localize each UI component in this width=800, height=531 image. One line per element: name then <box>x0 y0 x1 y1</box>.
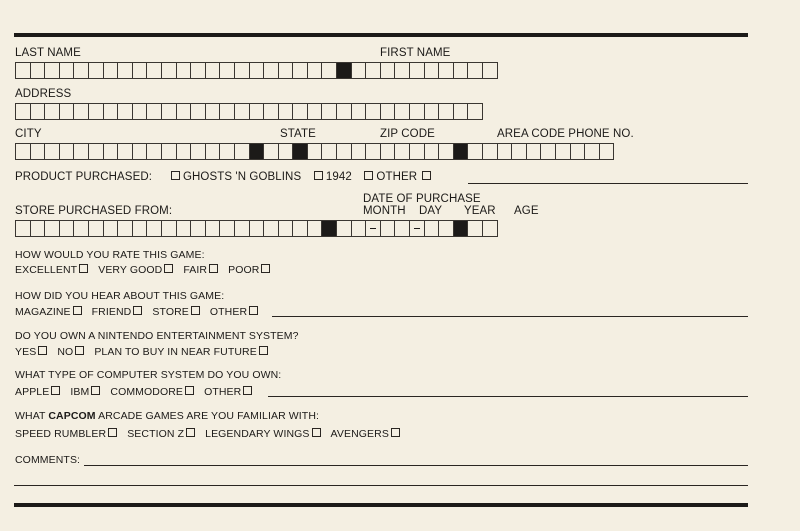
date-of-purchase-label: DATE OF PURCHASE <box>363 193 481 205</box>
letter-box[interactable] <box>394 143 410 160</box>
product-option-1942[interactable]: 1942 <box>312 171 352 184</box>
letter-box[interactable] <box>219 220 235 237</box>
letter-box[interactable] <box>555 143 571 160</box>
letter-box[interactable] <box>438 220 454 237</box>
letter-box[interactable] <box>424 220 440 237</box>
letter-box[interactable] <box>146 143 162 160</box>
rate-question: HOW WOULD YOU RATE THIS GAME: <box>15 249 205 261</box>
store-label: STORE PURCHASED FROM: <box>15 205 173 217</box>
checkbox[interactable] <box>259 346 268 355</box>
separator-box <box>336 62 352 79</box>
separator-box <box>292 143 308 160</box>
letter-box[interactable] <box>336 220 352 237</box>
letter-box[interactable] <box>132 143 148 160</box>
product-other-line[interactable] <box>468 183 748 184</box>
year-label: YEAR <box>464 205 496 217</box>
letter-box[interactable] <box>249 62 265 79</box>
checkbox[interactable] <box>422 171 431 180</box>
checkbox[interactable] <box>186 428 195 437</box>
letter-box[interactable] <box>117 143 133 160</box>
city-state-zip-phone-boxes[interactable] <box>15 143 614 160</box>
checkbox[interactable] <box>314 171 323 180</box>
computer-option-apple[interactable]: APPLE <box>15 386 60 399</box>
hear-question: HOW DID YOU HEAR ABOUT THIS GAME: <box>15 290 225 302</box>
letter-box[interactable] <box>467 143 483 160</box>
letter-box[interactable] <box>278 103 294 120</box>
arcade-options <box>15 428 407 441</box>
letter-box[interactable] <box>73 143 89 160</box>
letter-box[interactable] <box>132 62 148 79</box>
day-label: DAY <box>419 205 443 217</box>
checkbox[interactable] <box>261 264 270 273</box>
letter-box[interactable] <box>205 103 221 120</box>
letter-box[interactable] <box>190 103 206 120</box>
letter-box[interactable] <box>263 220 279 237</box>
checkbox[interactable] <box>164 264 173 273</box>
letter-box[interactable] <box>219 143 235 160</box>
rate-option-excellent[interactable]: EXCELLENT <box>15 264 88 277</box>
letter-box[interactable] <box>263 103 279 120</box>
letter-box[interactable] <box>380 103 396 120</box>
letter-box[interactable] <box>176 220 192 237</box>
checkbox[interactable] <box>79 264 88 273</box>
letter-box[interactable] <box>278 143 294 160</box>
letter-box[interactable] <box>570 143 586 160</box>
letter-box[interactable] <box>103 143 119 160</box>
letter-box[interactable] <box>176 62 192 79</box>
arcade-question: WHAT CAPCOM ARCADE GAMES ARE YOU FAMILIAR WITH: <box>15 410 320 422</box>
checkbox[interactable] <box>73 306 82 315</box>
letter-box[interactable] <box>321 103 337 120</box>
capcom-brand: CAPCOM <box>48 410 96 422</box>
comments-label: COMMENTS: <box>15 454 81 466</box>
computer-option-other[interactable]: OTHER <box>204 386 252 399</box>
letter-box[interactable] <box>467 62 483 79</box>
letter-box[interactable] <box>540 143 556 160</box>
letter-box[interactable] <box>453 103 469 120</box>
letter-box[interactable] <box>249 103 265 120</box>
computer-option-ibm[interactable]: IBM <box>70 386 100 399</box>
product-question <box>15 171 438 184</box>
letter-box[interactable] <box>263 62 279 79</box>
nes-question: DO YOU OWN A NINTENDO ENTERTAINMENT SYSTEM? <box>15 330 299 342</box>
letter-box[interactable] <box>88 103 104 120</box>
arcade-option-legendary-wings[interactable]: LEGENDARY WINGS <box>205 428 320 441</box>
letter-box[interactable] <box>117 220 133 237</box>
letter-box[interactable] <box>176 103 192 120</box>
checkbox[interactable] <box>364 171 373 180</box>
letter-box[interactable] <box>132 220 148 237</box>
checkbox[interactable] <box>38 346 47 355</box>
letter-box[interactable] <box>307 103 323 120</box>
letter-box[interactable] <box>205 143 221 160</box>
separator-box <box>321 220 337 237</box>
checkbox[interactable] <box>185 386 194 395</box>
letter-box[interactable] <box>117 103 133 120</box>
computer-question: WHAT TYPE OF COMPUTER SYSTEM DO YOU OWN: <box>15 369 282 381</box>
address-boxes[interactable] <box>15 103 483 120</box>
letter-box[interactable] <box>409 143 425 160</box>
letter-box[interactable] <box>292 62 308 79</box>
checkbox[interactable] <box>243 386 252 395</box>
checkbox[interactable] <box>249 306 258 315</box>
checkbox[interactable] <box>91 386 100 395</box>
nes-option-plan[interactable]: PLAN TO BUY IN NEAR FUTURE <box>94 346 267 359</box>
computer-option-commodore[interactable]: COMMODORE <box>110 386 194 399</box>
letter-box[interactable] <box>117 62 133 79</box>
letter-box[interactable] <box>234 62 250 79</box>
letter-box[interactable] <box>59 103 75 120</box>
checkbox[interactable] <box>171 171 180 180</box>
letter-box[interactable] <box>307 143 323 160</box>
letter-box[interactable] <box>526 143 542 160</box>
letter-box[interactable] <box>292 220 308 237</box>
letter-box[interactable] <box>205 220 221 237</box>
letter-box[interactable] <box>307 62 323 79</box>
address-label: ADDRESS <box>15 88 72 100</box>
store-date-age-boxes[interactable] <box>15 220 498 237</box>
letter-box[interactable] <box>146 103 162 120</box>
letter-box[interactable] <box>438 103 454 120</box>
rate-options <box>15 264 277 277</box>
letter-box[interactable] <box>234 220 250 237</box>
letter-box[interactable] <box>234 103 250 120</box>
letter-box[interactable] <box>351 62 367 79</box>
letter-box[interactable] <box>482 143 498 160</box>
state-label: STATE <box>280 128 316 140</box>
letter-box[interactable] <box>73 220 89 237</box>
letter-box[interactable] <box>365 62 381 79</box>
letter-box[interactable] <box>44 103 60 120</box>
checkbox[interactable] <box>75 346 84 355</box>
letter-box[interactable] <box>219 62 235 79</box>
letter-box[interactable] <box>249 220 265 237</box>
letter-box[interactable] <box>190 220 206 237</box>
rate-option-fair[interactable]: FAIR <box>183 264 218 277</box>
product-label: PRODUCT PURCHASED: <box>15 171 153 183</box>
city-label: CITY <box>15 128 42 140</box>
hear-options <box>15 306 265 319</box>
separator-box <box>453 143 469 160</box>
product-option-other[interactable]: OTHER <box>362 171 431 184</box>
letter-box[interactable] <box>44 143 60 160</box>
letter-box[interactable] <box>176 143 192 160</box>
letter-box[interactable] <box>438 143 454 160</box>
letter-box[interactable] <box>30 103 46 120</box>
letter-box[interactable] <box>365 103 381 120</box>
letter-box[interactable] <box>103 62 119 79</box>
letter-box[interactable] <box>453 62 469 79</box>
letter-box[interactable] <box>336 143 352 160</box>
letter-box[interactable] <box>103 103 119 120</box>
letter-box[interactable] <box>88 143 104 160</box>
letter-box[interactable] <box>380 143 396 160</box>
product-option-ghosts[interactable]: GHOSTS 'N GOBLINS <box>169 171 302 184</box>
name-boxes[interactable] <box>15 62 498 79</box>
letter-box[interactable] <box>380 220 396 237</box>
letter-box[interactable] <box>292 103 308 120</box>
nes-option-yes[interactable]: YES <box>15 346 47 359</box>
hear-option-other[interactable]: OTHER <box>210 306 258 319</box>
letter-box[interactable] <box>146 62 162 79</box>
letter-box[interactable] <box>424 103 440 120</box>
computer-options <box>15 386 259 399</box>
top-rule <box>14 33 748 37</box>
hear-option-store[interactable]: STORE <box>152 306 199 319</box>
letter-box[interactable] <box>73 103 89 120</box>
separator-box <box>453 220 469 237</box>
letter-box[interactable] <box>219 103 235 120</box>
letter-box[interactable] <box>394 62 410 79</box>
letter-box[interactable] <box>278 62 294 79</box>
letter-box[interactable] <box>44 62 60 79</box>
bottom-rule <box>14 503 748 507</box>
letter-box[interactable] <box>59 62 75 79</box>
age-label: AGE <box>514 205 539 217</box>
letter-box[interactable] <box>15 143 31 160</box>
letter-box[interactable] <box>59 143 75 160</box>
checkbox[interactable] <box>133 306 142 315</box>
checkbox[interactable] <box>191 306 200 315</box>
hear-option-magazine[interactable]: MAGAZINE <box>15 306 82 319</box>
hear-other-line[interactable] <box>272 316 748 317</box>
separator-box <box>249 143 265 160</box>
letter-box[interactable] <box>263 143 279 160</box>
letter-box[interactable] <box>234 143 250 160</box>
arcade-option-section-z[interactable]: SECTION Z <box>127 428 195 441</box>
letter-box[interactable] <box>351 143 367 160</box>
letter-box[interactable] <box>365 143 381 160</box>
letter-box[interactable] <box>30 62 46 79</box>
letter-box[interactable] <box>584 143 600 160</box>
letter-box[interactable] <box>15 103 31 120</box>
letter-box[interactable] <box>132 103 148 120</box>
letter-box[interactable] <box>30 220 46 237</box>
checkbox[interactable] <box>108 428 117 437</box>
comments-line-1[interactable] <box>84 465 748 466</box>
checkbox[interactable] <box>391 428 400 437</box>
letter-box[interactable] <box>511 143 527 160</box>
letter-box[interactable] <box>497 143 513 160</box>
letter-box[interactable] <box>88 62 104 79</box>
letter-box[interactable] <box>205 62 221 79</box>
letter-box[interactable] <box>482 220 498 237</box>
checkbox[interactable] <box>312 428 321 437</box>
letter-box[interactable] <box>409 220 425 237</box>
letter-box[interactable] <box>467 220 483 237</box>
letter-box[interactable] <box>278 220 294 237</box>
letter-box[interactable] <box>161 62 177 79</box>
letter-box[interactable] <box>336 103 352 120</box>
rate-option-poor[interactable]: POOR <box>228 264 270 277</box>
letter-box[interactable] <box>161 143 177 160</box>
arcade-option-avengers[interactable]: AVENGERS <box>331 428 400 441</box>
rate-option-very-good[interactable]: VERY GOOD <box>98 264 173 277</box>
comments-line-2[interactable] <box>14 485 748 486</box>
letter-box[interactable] <box>15 62 31 79</box>
letter-box[interactable] <box>190 62 206 79</box>
letter-box[interactable] <box>103 220 119 237</box>
letter-box[interactable] <box>438 62 454 79</box>
arcade-option-speed-rumbler[interactable]: SPEED RUMBLER <box>15 428 117 441</box>
dash-mark <box>370 228 376 229</box>
letter-box[interactable] <box>30 143 46 160</box>
letter-box[interactable] <box>307 220 323 237</box>
nes-option-no[interactable]: NO <box>57 346 84 359</box>
letter-box[interactable] <box>482 62 498 79</box>
letter-box[interactable] <box>599 143 615 160</box>
letter-box[interactable] <box>394 103 410 120</box>
letter-box[interactable] <box>394 220 410 237</box>
letter-box[interactable] <box>73 62 89 79</box>
letter-box[interactable] <box>146 220 162 237</box>
letter-box[interactable] <box>161 220 177 237</box>
letter-box[interactable] <box>321 143 337 160</box>
letter-box[interactable] <box>351 220 367 237</box>
zip-label: ZIP CODE <box>380 128 435 140</box>
letter-box[interactable] <box>409 103 425 120</box>
letter-box[interactable] <box>351 103 367 120</box>
checkbox[interactable] <box>209 264 218 273</box>
letter-box[interactable] <box>365 220 381 237</box>
letter-box[interactable] <box>88 220 104 237</box>
last-name-label: LAST NAME <box>15 47 81 59</box>
first-name-label: FIRST NAME <box>380 47 451 59</box>
computer-other-line[interactable] <box>268 396 748 397</box>
letter-box[interactable] <box>190 143 206 160</box>
letter-box[interactable] <box>44 220 60 237</box>
letter-box[interactable] <box>424 143 440 160</box>
month-label: MONTH <box>363 205 406 217</box>
nes-options <box>15 346 275 359</box>
phone-label: AREA CODE PHONE NO. <box>497 128 634 140</box>
letter-box[interactable] <box>467 103 483 120</box>
letter-box[interactable] <box>161 103 177 120</box>
checkbox[interactable] <box>51 386 60 395</box>
letter-box[interactable] <box>15 220 31 237</box>
letter-box[interactable] <box>59 220 75 237</box>
letter-box[interactable] <box>380 62 396 79</box>
hear-option-friend[interactable]: FRIEND <box>92 306 143 319</box>
letter-box[interactable] <box>409 62 425 79</box>
dash-mark <box>414 228 420 229</box>
letter-box[interactable] <box>424 62 440 79</box>
letter-box[interactable] <box>321 62 337 79</box>
